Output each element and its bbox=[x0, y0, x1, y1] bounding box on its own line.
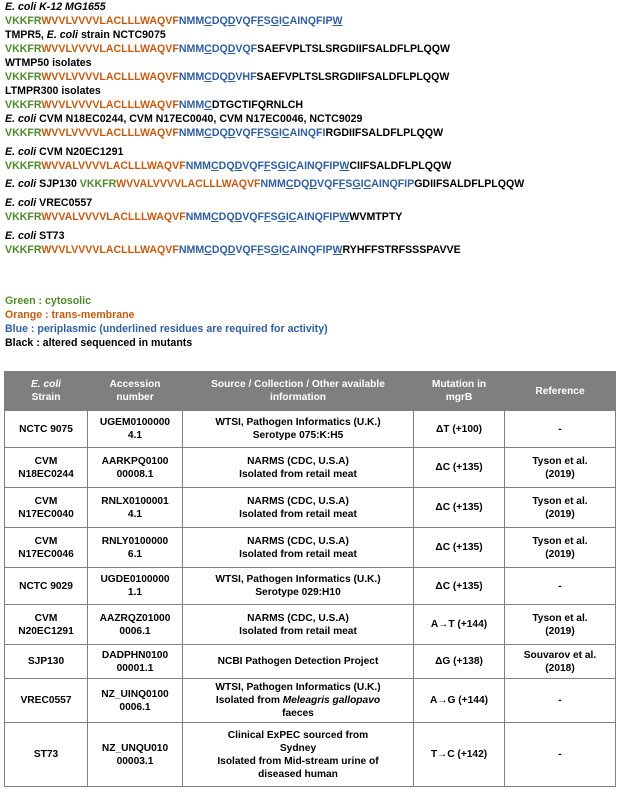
sequence-line bbox=[5, 210, 615, 224]
sequence-block bbox=[5, 196, 615, 224]
cell-accession: UGDE0100000 1.1 bbox=[88, 568, 183, 605]
residue-segment: I bbox=[278, 244, 282, 256]
sequence-line bbox=[5, 70, 615, 84]
residue-segment: I bbox=[278, 127, 282, 139]
sequence-block bbox=[5, 28, 615, 56]
residue-segment: VQF bbox=[235, 127, 258, 139]
residue-segment: F bbox=[257, 15, 264, 27]
residue-segment: SAEFVPLTSLSRGDIIFSALDFLPLQQW bbox=[256, 71, 450, 83]
strain-title bbox=[5, 56, 615, 70]
table-row bbox=[5, 528, 616, 568]
cell-accession: UGEM0100000 4.1 bbox=[88, 411, 183, 448]
residue-segment: CIIFSALDFLPLQQW bbox=[349, 160, 452, 172]
residue-segment: VKKFR bbox=[5, 71, 42, 83]
residue-segment: G bbox=[352, 178, 361, 190]
cell-source bbox=[183, 679, 414, 723]
residue-segment: I bbox=[360, 178, 364, 190]
cell-reference: - bbox=[505, 568, 616, 605]
cell-source bbox=[183, 605, 414, 645]
strain-title-part: WTMP50 isolates bbox=[5, 57, 92, 69]
residue-segment: VQF bbox=[242, 160, 264, 172]
residue-segment: VKKFR bbox=[5, 15, 42, 27]
residue-segment: S bbox=[263, 244, 271, 256]
header-accession: Accession number bbox=[88, 372, 183, 411]
source-text: WTSI, Pathogen Informatics (U.K.) Serotype 075:K:H5 bbox=[215, 417, 381, 441]
residue-segment: D bbox=[227, 15, 236, 27]
residue-segment: VKKFR bbox=[5, 127, 42, 139]
strain-title bbox=[5, 84, 615, 98]
cell-source bbox=[183, 528, 414, 568]
cell-accession: RNLY0100000 6.1 bbox=[88, 528, 183, 568]
residue-segment: D bbox=[234, 160, 243, 172]
cell-source bbox=[183, 568, 414, 605]
residue-segment: C bbox=[281, 244, 290, 256]
cell-reference: Tyson et al. (2019) bbox=[505, 605, 616, 645]
strain-title-part: E. coli bbox=[5, 197, 37, 209]
strain-title bbox=[5, 112, 615, 126]
sequence-block bbox=[5, 0, 615, 28]
source-text: WTSI, Pathogen Informatics (U.K.) Serotype 029:H10 bbox=[215, 574, 381, 598]
table-row bbox=[5, 568, 616, 605]
residue-segment: VQF bbox=[235, 43, 258, 55]
residue-segment: C bbox=[204, 244, 212, 256]
color-legend bbox=[5, 294, 328, 350]
strain-title bbox=[5, 145, 615, 159]
strain-title-part: VREC0557 bbox=[36, 197, 93, 209]
residue-segment: D bbox=[309, 178, 318, 190]
residue-segment: C bbox=[363, 178, 372, 190]
strain-title-part: E. coli bbox=[5, 146, 37, 158]
residue-segment: W bbox=[339, 211, 350, 223]
strain-title bbox=[5, 28, 615, 42]
residue-segment: C bbox=[204, 43, 212, 55]
sequence-block bbox=[5, 84, 615, 112]
residue-segment: S bbox=[345, 178, 353, 190]
strain-title-part: E. coli bbox=[5, 113, 37, 125]
cell-accession: AAZRQZ01000 0006.1 bbox=[88, 605, 183, 645]
sequence-line bbox=[5, 14, 615, 28]
sequence-line bbox=[5, 42, 615, 56]
header-source: Source / Collection / Other available information bbox=[183, 372, 414, 411]
source-text: Clinical ExPEC sourced from Sydney Isolated from Mid-stream urine of diseased human bbox=[217, 729, 379, 780]
residue-segment: WVMTPTY bbox=[349, 211, 403, 223]
residue-segment: WVVALVVVVLACLLLWAQVF bbox=[41, 211, 186, 223]
cell-strain: CVM N17EC0046 bbox=[5, 528, 88, 568]
residue-segment: D bbox=[227, 71, 236, 83]
cell-mutation: A→G (+144) bbox=[414, 679, 505, 723]
cell-reference: Souvarov et al. (2018) bbox=[505, 645, 616, 679]
table-row bbox=[5, 448, 616, 488]
residue-segment: VKKFR bbox=[5, 211, 42, 223]
sequence-line bbox=[5, 159, 615, 173]
residue-segment: S bbox=[270, 160, 278, 172]
residue-segment: VKKFR bbox=[5, 99, 42, 111]
cell-accession: AARKPQ0100 00008.1 bbox=[88, 448, 183, 488]
source-text: NARMS (CDC, U.S.A) Isolated from retail meat bbox=[239, 535, 357, 560]
cell-mutation: ΔG (+138) bbox=[414, 645, 505, 679]
residue-segment: VQF bbox=[235, 244, 258, 256]
residue-segment: VKKFR bbox=[5, 43, 42, 55]
strain-sequence-line bbox=[5, 177, 615, 191]
residue-segment: G bbox=[270, 15, 279, 27]
residue-segment: F bbox=[264, 160, 271, 172]
source-text: NARMS (CDC, U.S.A) Isolated from retail meat bbox=[239, 495, 357, 520]
strain-title bbox=[5, 229, 615, 243]
sequence-block bbox=[5, 145, 615, 173]
cell-reference: - bbox=[505, 679, 616, 723]
residue-segment: I bbox=[278, 15, 282, 27]
sequence-panel bbox=[5, 0, 615, 257]
residue-segment: G bbox=[277, 160, 286, 172]
residue-segment: C bbox=[281, 15, 290, 27]
cell-mutation: T→C (+142) bbox=[414, 723, 505, 787]
strain-title-part: LTMPR300 isolates bbox=[5, 85, 101, 97]
table-row bbox=[5, 411, 616, 448]
residue-segment: AINQFIP bbox=[371, 178, 415, 190]
strain-title-part: strain NCTC9075 bbox=[78, 29, 166, 41]
sequence-block bbox=[5, 112, 615, 140]
residue-segment: RGDIIFSALDFLPLQQW bbox=[325, 127, 444, 139]
source-text: NCBI Pathogen Detection Project bbox=[217, 656, 379, 667]
cell-strain: CVM N17EC0040 bbox=[5, 488, 88, 528]
residue-segment: F bbox=[264, 211, 271, 223]
residue-segment: D bbox=[227, 244, 236, 256]
cell-strain: NCTC 9075 bbox=[5, 411, 88, 448]
legend-mutant: Black : altered sequenced in mutants bbox=[5, 337, 193, 349]
source-text: NARMS (CDC, U.S.A) Isolated from retail meat bbox=[239, 455, 357, 480]
residue-segment: C bbox=[211, 211, 219, 223]
residue-segment: DQ bbox=[218, 211, 235, 223]
residue-segment: C bbox=[211, 160, 219, 172]
residue-segment: C bbox=[204, 71, 212, 83]
residue-segment: WVVALVVVVLACLLLWAQVF bbox=[116, 178, 261, 190]
residue-segment: DQ bbox=[211, 15, 228, 27]
cell-mutation: ΔC (+135) bbox=[414, 448, 505, 488]
residue-segment: AINQFI bbox=[289, 127, 326, 139]
residue-segment: DQ bbox=[211, 244, 228, 256]
sequence-line bbox=[5, 126, 615, 140]
residue-segment: F bbox=[257, 127, 264, 139]
residue-segment: VKKFR bbox=[5, 244, 42, 256]
strain-title-part: E. coli bbox=[5, 230, 37, 242]
residue-segment: C bbox=[204, 15, 212, 27]
residue-segment: GDIIFSALDFLPLQQW bbox=[414, 178, 525, 190]
residue-segment: C bbox=[288, 211, 297, 223]
residue-segment: I bbox=[285, 211, 289, 223]
residue-segment: NMM bbox=[185, 211, 212, 223]
source-text: WTSI, Pathogen Informatics (U.K.) Isolated from bbox=[215, 682, 381, 706]
sequence-line bbox=[5, 98, 615, 112]
residue-segment: WVVLVVVVLACLLLWAQVF bbox=[41, 244, 179, 256]
strain-title-part: CVM N18EC0244, CVM N17EC0040, CVM N17EC0046, NCTC9029 bbox=[36, 113, 363, 125]
cell-source bbox=[183, 645, 414, 679]
residue-segment: DQ bbox=[211, 71, 228, 83]
strain-title-part: CVM N20EC1291 bbox=[36, 146, 124, 158]
cell-reference: Tyson et al. (2019) bbox=[505, 528, 616, 568]
cell-source bbox=[183, 488, 414, 528]
cell-strain: NCTC 9029 bbox=[5, 568, 88, 605]
sequence-line bbox=[5, 243, 615, 257]
residue-segment: NMM bbox=[185, 160, 212, 172]
cell-mutation: A→T (+144) bbox=[414, 605, 505, 645]
residue-segment: C bbox=[288, 160, 297, 172]
residue-segment: G bbox=[277, 211, 286, 223]
residue-segment: I bbox=[285, 160, 289, 172]
header-reference: Reference bbox=[505, 372, 616, 411]
residue-segment: WVVLVVVVLACLLLWAQVF bbox=[41, 15, 179, 27]
strain-title bbox=[5, 0, 615, 14]
cell-strain: CVM N20EC1291 bbox=[5, 605, 88, 645]
residue-segment: DQ bbox=[211, 43, 228, 55]
residue-segment: G bbox=[270, 244, 279, 256]
strain-title-part: E. coli K-12 MG1655 bbox=[5, 1, 106, 13]
residue-segment: DQ bbox=[211, 127, 228, 139]
residue-segment: NMM bbox=[178, 15, 205, 27]
cell-reference: Tyson et al. (2019) bbox=[505, 488, 616, 528]
residue-segment: WVVLVVVVLACLLLWAQVF bbox=[41, 71, 179, 83]
table-row bbox=[5, 723, 616, 787]
residue-segment: W bbox=[332, 15, 343, 27]
cell-reference: - bbox=[505, 411, 616, 448]
table-row bbox=[5, 645, 616, 679]
residue-segment: NMM bbox=[178, 244, 205, 256]
legend-transmembrane: Orange : trans-membrane bbox=[5, 309, 135, 321]
table-row bbox=[5, 679, 616, 723]
residue-segment: W bbox=[332, 244, 343, 256]
cell-strain: VREC0557 bbox=[5, 679, 88, 723]
residue-segment: C bbox=[204, 127, 212, 139]
source-text: NARMS (CDC, U.S.A) Isolated from retail meat bbox=[239, 612, 357, 637]
cell-strain: ST73 bbox=[5, 723, 88, 787]
residue-segment: NMM bbox=[178, 71, 205, 83]
legend-periplasmic: Blue : periplasmic (underlined residues are required for activity) bbox=[5, 323, 328, 335]
sequence-block bbox=[5, 177, 615, 191]
cell-accession: NZ_UINQ0100 0006.1 bbox=[88, 679, 183, 723]
sequence-block bbox=[5, 56, 615, 84]
residue-segment: NMM bbox=[260, 178, 286, 190]
cell-mutation: ΔT (+100) bbox=[414, 411, 505, 448]
residue-segment: W bbox=[339, 160, 350, 172]
cell-strain: SJP130 bbox=[5, 645, 88, 679]
header-mutation: Mutation in mgrB bbox=[414, 372, 505, 411]
residue-segment: VKKFR bbox=[5, 160, 42, 172]
residue-segment: AINQFIP bbox=[296, 160, 340, 172]
cell-source bbox=[183, 411, 414, 448]
residue-segment: VQF bbox=[235, 15, 258, 27]
residue-segment: VKKFR bbox=[79, 178, 117, 190]
source-text: faeces bbox=[282, 708, 314, 719]
strain-title-part: E. coli bbox=[5, 178, 37, 190]
residue-segment: C bbox=[281, 127, 290, 139]
legend-cytosolic: Green : cytosolic bbox=[5, 295, 91, 307]
residue-segment: NMM bbox=[178, 43, 205, 55]
source-text: Meleagris gallopavo bbox=[282, 695, 381, 706]
residue-segment: DQ bbox=[218, 160, 235, 172]
strain-title bbox=[5, 196, 615, 210]
residue-segment: S bbox=[263, 127, 271, 139]
cell-accession: DADPHN0100 00001.1 bbox=[88, 645, 183, 679]
table-row bbox=[5, 488, 616, 528]
residue-segment: DQ bbox=[293, 178, 310, 190]
residue-segment: D bbox=[234, 211, 243, 223]
table-header-row bbox=[5, 372, 616, 411]
residue-segment: VHF bbox=[235, 71, 257, 83]
cell-mutation: ΔC (+135) bbox=[414, 528, 505, 568]
residue-segment: F bbox=[338, 178, 346, 190]
residue-segment: D bbox=[227, 127, 236, 139]
residue-segment: AINQFIP bbox=[296, 211, 340, 223]
residue-segment: NMM bbox=[178, 99, 205, 111]
table-body bbox=[5, 411, 616, 787]
residue-segment: WVVLVVVVLACLLLWAQVF bbox=[41, 43, 179, 55]
residue-segment: WVVLVVVVLACLLLWAQVF bbox=[41, 127, 179, 139]
strain-title-part: E. coli bbox=[46, 29, 78, 41]
residue-segment: AINQFIP bbox=[289, 244, 333, 256]
cell-accession: RNLX0100001 4.1 bbox=[88, 488, 183, 528]
sequence-block bbox=[5, 229, 615, 257]
cell-reference: Tyson et al. (2019) bbox=[505, 448, 616, 488]
residue-segment: F bbox=[257, 244, 264, 256]
residue-segment: DTGCTIFQRNLCH bbox=[211, 99, 304, 111]
strain-title-part: SJP130 bbox=[36, 178, 80, 190]
residue-segment: SAEFVPLTSLSRGDIIFSALDFLPLQQW bbox=[257, 43, 450, 55]
strain-title-part: TMPR5, bbox=[5, 29, 47, 41]
residue-segment: S bbox=[270, 211, 278, 223]
cell-accession: NZ_UNQU010 00003.1 bbox=[88, 723, 183, 787]
cell-strain: CVM N18EC0244 bbox=[5, 448, 88, 488]
table-row bbox=[5, 605, 616, 645]
residue-segment: C bbox=[285, 178, 294, 190]
residue-segment: VQF bbox=[317, 178, 339, 190]
residue-segment: G bbox=[270, 127, 279, 139]
residue-segment: WVVALVVVVLACLLLWAQVF bbox=[41, 160, 186, 172]
cell-mutation: ΔC (+135) bbox=[414, 568, 505, 605]
strain-title-part: ST73 bbox=[36, 230, 65, 242]
cell-mutation: ΔC (+135) bbox=[414, 488, 505, 528]
strain-table bbox=[4, 371, 616, 787]
residue-segment: RYHFFSTRFSSSPAVVE bbox=[342, 244, 461, 256]
cell-reference: - bbox=[505, 723, 616, 787]
residue-segment: AINQFIP bbox=[289, 15, 333, 27]
residue-segment: C bbox=[204, 99, 212, 111]
residue-segment: WVVLVVVVLACLLLWAQVF bbox=[41, 99, 179, 111]
residue-segment: VQF bbox=[242, 211, 264, 223]
cell-source bbox=[183, 723, 414, 787]
cell-source bbox=[183, 448, 414, 488]
header-strain: E. coli Strain bbox=[5, 372, 88, 411]
residue-segment: S bbox=[263, 15, 271, 27]
residue-segment: D bbox=[227, 43, 236, 55]
residue-segment: NMM bbox=[178, 127, 205, 139]
